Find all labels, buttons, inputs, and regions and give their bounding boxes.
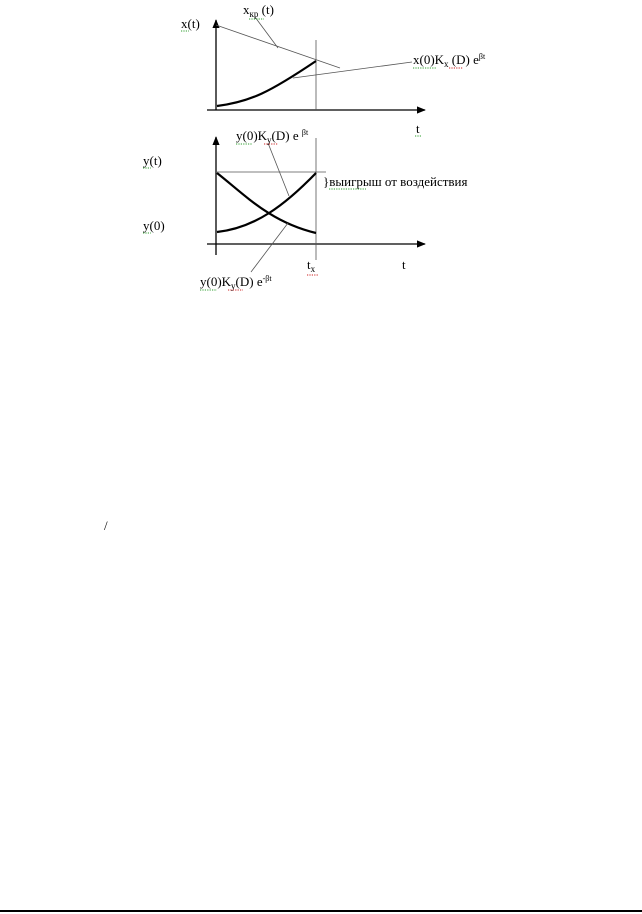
threshold-leader: [255, 17, 278, 48]
gain-label: }выигрыш от воздействия: [323, 174, 468, 189]
x-rising-curve: [217, 61, 316, 106]
bottom-graph: [143, 128, 467, 291]
threshold-label: $x_{кр}$ (t): [243, 2, 274, 19]
tx-label: $t_x$: [307, 257, 316, 274]
y-falling-curve: [217, 173, 316, 233]
bottom-y-top-label: y(t): [143, 153, 162, 168]
threshold-line: [216, 25, 340, 68]
top-y-axis-label: x(t): [181, 16, 200, 31]
top-graph: [181, 2, 486, 136]
rising-curve-leader: [268, 143, 289, 196]
falling-curve-label: $y(0)K_y(D)$ $e^{-\beta t}$: [200, 274, 272, 291]
stray-slash: /: [104, 518, 108, 533]
rising-curve-label: $y(0)K_y(D)$ e $^{\beta t}$: [236, 128, 309, 145]
falling-curve-leader: [251, 223, 288, 272]
y-rising-curve: [217, 173, 316, 232]
bottom-x-axis-label: t: [402, 257, 406, 272]
top-x-axis-label: t: [416, 121, 420, 136]
x-curve-label: $x(0)K_x$ (D) $e^{\beta t}$: [413, 52, 486, 69]
bottom-y-bottom-label: y(0): [143, 218, 165, 233]
